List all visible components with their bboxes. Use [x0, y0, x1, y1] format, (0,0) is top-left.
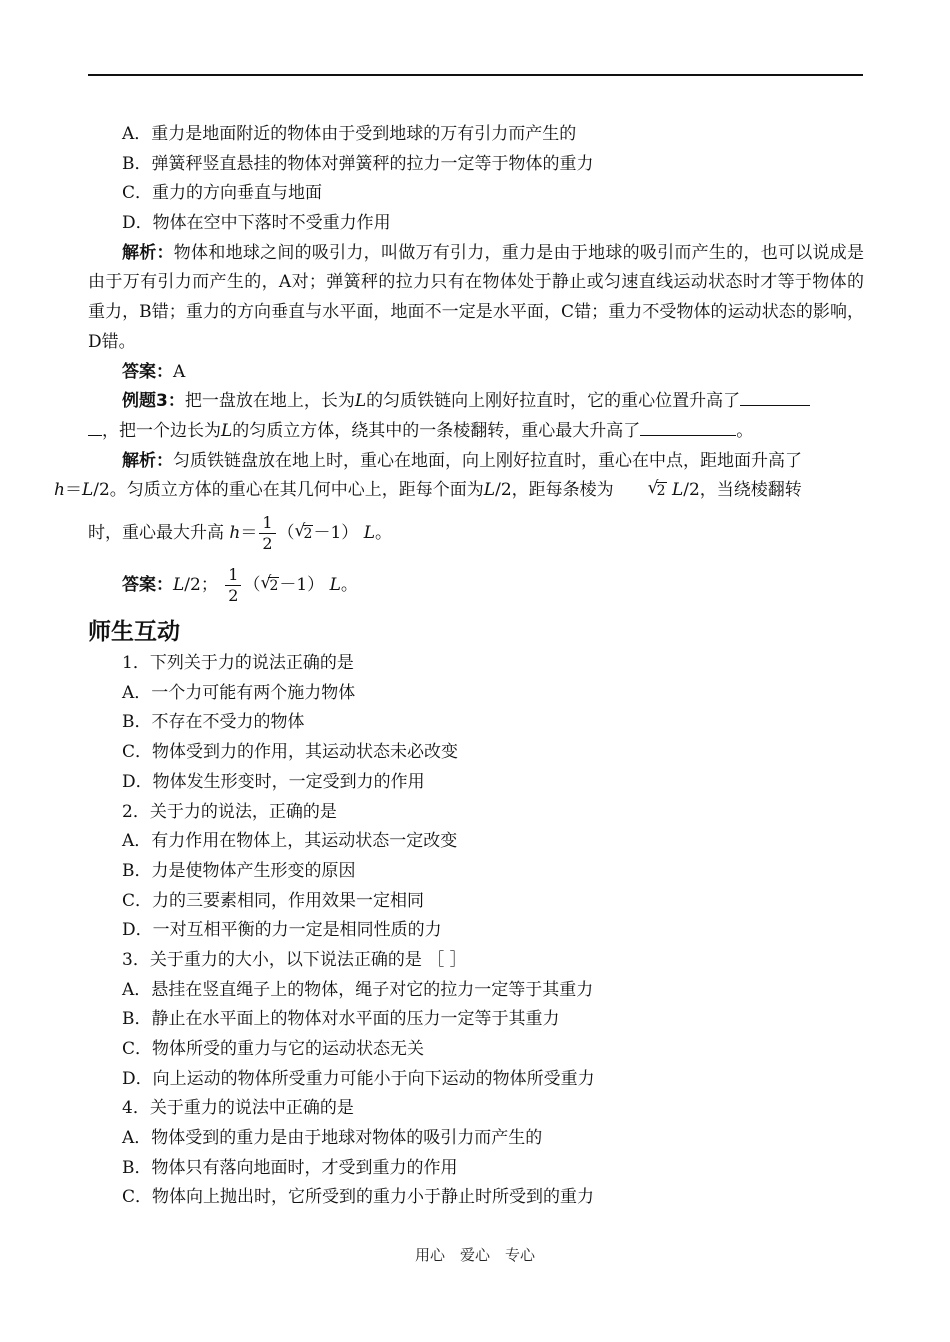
- fraction-numerator: 1: [259, 513, 275, 534]
- question-option: D．一对互相平衡的力一定是相同性质的力: [122, 920, 442, 941]
- option-a: A．重力是地面附近的物体由于受到地球的万有引力而产生的: [122, 124, 577, 144]
- var-L: L: [671, 480, 684, 501]
- analysis-text: /2，当绕棱翻转: [683, 480, 802, 501]
- var-L: L: [363, 523, 375, 544]
- example3-question: [88, 387, 864, 446]
- option-c: C．重力的方向垂直与地面: [122, 183, 323, 204]
- analysis-text: ＝: [64, 480, 82, 501]
- question-stem: 1．下列关于力的说法正确的是: [122, 653, 354, 674]
- var-L: L: [221, 420, 233, 441]
- question-stem: 2．关于力的说法，正确的是: [122, 801, 337, 822]
- answer-text: /2；: [184, 575, 218, 596]
- sqrt-expression: [614, 476, 667, 507]
- analysis-text: /2。匀质立方体的重心在其几何中心上，距每个面为: [93, 480, 484, 501]
- radical-sign: √: [647, 478, 659, 499]
- header-rule: [88, 74, 863, 76]
- example3-text: ，把一个边长为: [102, 420, 221, 441]
- var-L: L: [483, 480, 496, 501]
- analysis-label: 解析：: [122, 242, 174, 263]
- analysis-text: 匀质铁链盘放在地上时，重心在地面，向上刚好拉直时，重心在中点，距地面升高了: [173, 450, 802, 471]
- var-h: h: [54, 480, 65, 501]
- question-option: D．向上运动的物体所受重力可能小于向下运动的物体所受重力: [122, 1068, 595, 1089]
- sqrt-expression: [260, 559, 279, 612]
- question-option: A．一个力可能有两个施力物体: [122, 682, 356, 703]
- question-option: B．不存在不受力的物体: [122, 712, 305, 733]
- analysis-text: /2，距每条棱为: [495, 480, 614, 501]
- answer-value: A: [173, 361, 186, 382]
- answer-label: 答案：: [122, 575, 173, 596]
- var-L: L: [329, 575, 341, 596]
- analysis-paragraph: [88, 239, 864, 358]
- var-L: L: [173, 575, 185, 596]
- question-option: A．有力作用在物体上，其运动状态一定改变: [122, 831, 458, 852]
- section-title: 师生互动: [88, 619, 180, 646]
- question-option: B．静止在水平面上的物体对水平面的压力一定等于其重力: [122, 1009, 560, 1030]
- question-option: D．物体发生形变时，一定受到力的作用: [122, 771, 425, 792]
- period: 。: [375, 523, 392, 544]
- fraction-denominator: 2: [262, 534, 273, 554]
- example3-text: 的匀质立方体，绕其中的一条棱翻转，重心最大升高了: [232, 420, 641, 441]
- question-option: B．物体只有落向地面时，才受到重力的作用: [122, 1157, 458, 1178]
- question-option: C．物体向上抛出时，它所受到的重力小于静止时所受到的重力: [122, 1187, 595, 1208]
- minus-one: －1）: [313, 523, 359, 544]
- var-L: L: [354, 391, 367, 412]
- question-option: B．力是使物体产生形变的原因: [122, 860, 356, 881]
- var-h: h: [229, 523, 241, 544]
- analysis-label: 解析：: [122, 450, 173, 471]
- example3-answer: [88, 559, 864, 611]
- question-option: C．物体受到力的作用，其运动状态未必改变: [122, 742, 459, 763]
- answer-blank: [740, 389, 810, 406]
- period: 。: [340, 575, 358, 596]
- document-page: [54, 120, 865, 1213]
- radicand: 2: [269, 578, 279, 595]
- example3-text: 的匀质铁链向上刚好拉直时，它的重心位置升高了: [366, 391, 741, 412]
- example3-text: 。: [736, 420, 754, 441]
- question-stem: 3．关于重力的大小，以下说法正确的是 ［ ］: [122, 949, 467, 970]
- example3-analysis: [54, 447, 864, 507]
- option-b: B．弹簧秤竖直悬挂的物体对弹簧秤的拉力一定等于物体的重力: [122, 153, 594, 174]
- analysis-text: 时，重心最大升高: [88, 523, 230, 544]
- radical-sign: √: [260, 573, 272, 594]
- analysis-math-line: [88, 507, 864, 559]
- radicand: 2: [303, 526, 313, 543]
- question-option: A．悬挂在竖直绳子上的物体，绳子对它的拉力一定等于其重力: [122, 979, 594, 1000]
- analysis-text: 物体和地球之间的吸引力，叫做万有引力，重力是由于地球的吸引而产生的，也可以说成是由于万有引力而产生的，A对；弹簧秤的拉力只有在物体处于静止或匀速直线运动状态时才等于物体的重力，B错；重力的方向垂直与水平面，地面不一定是水平面，C错；重力不受物体的运动状态的影响，D错。: [88, 242, 865, 352]
- question-stem: 4．关于重力的说法中正确的是: [122, 1098, 354, 1119]
- option-d: D．物体在空中下落时不受重力作用: [122, 213, 391, 234]
- answer-blank: [88, 419, 102, 436]
- minus-one: －1）: [279, 575, 325, 596]
- answer-blank: [640, 419, 736, 436]
- fraction-denominator: 2: [228, 586, 239, 606]
- paren: （: [277, 523, 295, 544]
- answer-line: [88, 358, 864, 388]
- question-option: C．物体所受的重力与它的运动状态无关: [122, 1039, 425, 1059]
- radical-sign: √: [294, 521, 306, 542]
- question-option: A．物体受到的重力是由于地球对物体的吸引力而产生的: [122, 1128, 543, 1149]
- equals-sign: ＝: [240, 523, 258, 544]
- fraction: [259, 513, 275, 554]
- fraction: [225, 565, 241, 606]
- question-option: C．力的三要素相同，作用效果一定相同: [122, 890, 425, 911]
- radicand: 2: [656, 483, 666, 500]
- example3-text: 把一盘放在地上，长为: [184, 391, 355, 412]
- sqrt-expression: [295, 507, 314, 560]
- fraction-numerator: 1: [225, 565, 241, 586]
- paren: （: [243, 575, 261, 596]
- page-footer: 用心 爱心 专心: [414, 1246, 535, 1264]
- var-L: L: [81, 480, 94, 501]
- example3-label: 例题3：: [122, 391, 185, 412]
- answer-label: 答案：: [122, 361, 173, 382]
